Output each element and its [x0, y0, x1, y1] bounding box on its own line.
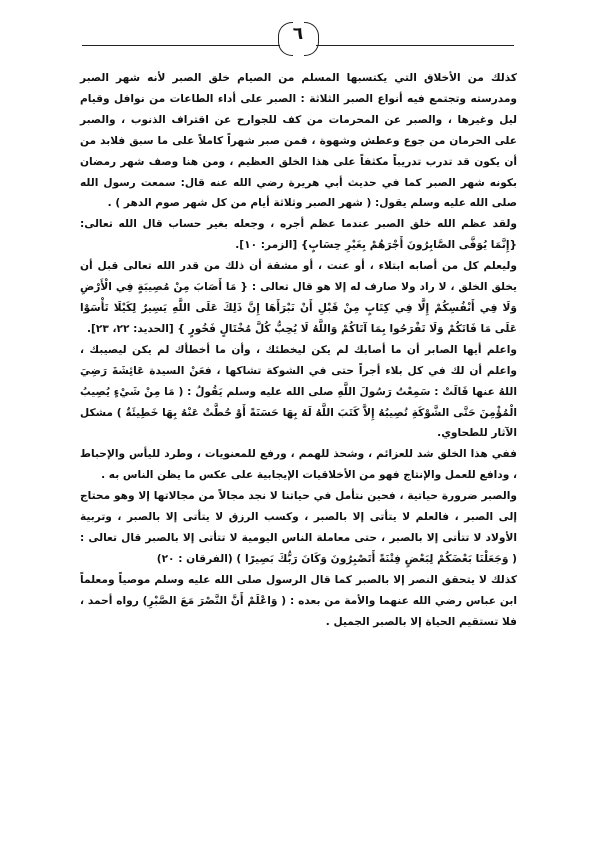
header-rule-right	[316, 45, 514, 46]
paragraph-reward-in-affliction: واعلم أيها الصابر أن ما أصابك لم يكن ليخطئك ، وأن ما أخطأك لم يكن ليصيبك ، واعلم أن لك في كل بلاء أجراً حتى في الشوكة تشاكها ، فعَنْ السيدة عَائِشَةَ رَضِيَ اللهُ عنها قَالَتْ : سَمِعْتُ رَسُولَ اللَّهِ صلى الله عليه وسلم يَقُولُ : ( مَا مِنْ شَيْءٍ يُصِيبُ الْمُؤْمِنَ حَتَّى الشَّوْكَةِ تُصِيبُهُ إِلاَّ كَتَبَ اللَّهُ لَهُ بِهَا حَسَنَةً أَوْ حُطَّتْ عَنْهُ بِهَا خَطِيئَةٌ ) مشكل الآثار للطحاوي.	[80, 343, 517, 440]
paragraph-victory-with-patience: كذلك لا يتحقق النصر إلا بالصبر كما قال الرسول صلى الله عليه وسلم موصياً ومعلماً ابن عباس رضي الله عنهما والأمة من بعده : ( وَاعْلَمْ أَنَّ النَّصْرَ مَعَ الصَّبْرِ) رواه أحمد ، فلا تستقيم الحياة إلا بالصبر الجميل .	[80, 573, 517, 628]
paragraph-reward-of-patience: ولقد عظم الله خلق الصبر عندما عظم أجره ، وجعله بغير حساب قال الله تعالى: {إِنَّمَا يُوَفَّى الصَّابِرُونَ أَجْرَهُمْ بِغَيْرِ حِسَابٍ} [الزمر: ١٠].	[80, 218, 517, 252]
page-body	[80, 68, 517, 632]
paragraph-fasting-patience: كذلك من الأخلاق التي يكتسبها المسلم من الصيام خلق الصبر لأنه شهر الصبر ومدرسته وتجتمع فيه أنواع الصبر الثلاثة : الصبر على أداء الطاعات من نوافل وقيام ليل وغيرها ، والصبر عن المحرمات من كف للجوارح عن اقتراف الذنوب ، والصبر على الحرمان من جوع وعطش وشهوة ، فمن صبر شهراً كاملاً على ما سبق فلابد من أن يكون قد تدرب تدريباً مكثفاً على هذا الخلق العظيم ، ومن هنا وصف شهر رمضان بكونه شهر الصبر كما في حديث أبي هريرة رضي الله عنه قال: سمعت رسول الله صلى الله عليه وسلم يقول: ( شهر الصبر وثلاثة أيام من كل شهر صوم الدهر ) .	[80, 72, 517, 210]
page-header	[0, 16, 596, 56]
header-rule-left	[82, 45, 280, 46]
page-number: ٦	[292, 24, 304, 44]
paragraph-divine-decree: وليعلم كل من أصابه ابتلاء ، أو عنت ، أو مشقة أن ذلك من قدر الله تعالى قبل أن يخلق الخلق ، لا راد ولا صارف له إلا هو قال تعالى : { مَا أَصَابَ مِنْ مُصِيبَةٍ فِي الْأَرْضِ وَلَا فِي أَنْفُسِكُمْ إِلَّا فِي كِتَابٍ مِنْ قَبْلِ أَنْ نَبْرَأَهَا إِنَّ ذَلِكَ عَلَى اللَّهِ يَسِيرٌ لِكَيْلَا تَأْسَوْا عَلَى مَا فَاتَكُمْ وَلَا تَفْرَحُوا بِمَا آتَاكُمْ وَاللَّهُ لَا يُحِبُّ كُلَّ مُخْتَالٍ فَخُورٍ } [الحديد: ٢٢، ٢٣].	[80, 260, 517, 335]
paragraph-life-necessity: والصبر ضرورة حياتية ، فحين نتأمل في حياتنا لا نجد مجالاً من مجالاتها إلا وهو محتاج إلى الصبر ، فالعلم لا يتأتى إلا بالصبر ، وكسب الرزق لا يتأتى إلا بالصبر ، وتربية الأولاد لا تتأتى إلا بالصبر ، حتى معاملة الناس اليومية لا تتأتى إلا بالصبر قال تعالى : ( وَجَعَلْنَا بَعْضَكُمْ لِبَعْضٍ فِتْنَةً أَتَصْبِرُونَ وَكَانَ رَبُّكَ بَصِيرًا ) (الفرقان : ٢٠)	[80, 490, 517, 565]
page-number-bracket-right	[304, 22, 319, 56]
paragraph-positive-virtue: ففي هذا الخلق شد للعزائم ، وشحذ للهمم ، ورفع للمعنويات ، وطرد لليأس والإحباط ، ودافع للعمل والإنتاج فهو من الأخلاقيات الإيجابية على عكس ما يظن الناس به .	[80, 448, 517, 482]
